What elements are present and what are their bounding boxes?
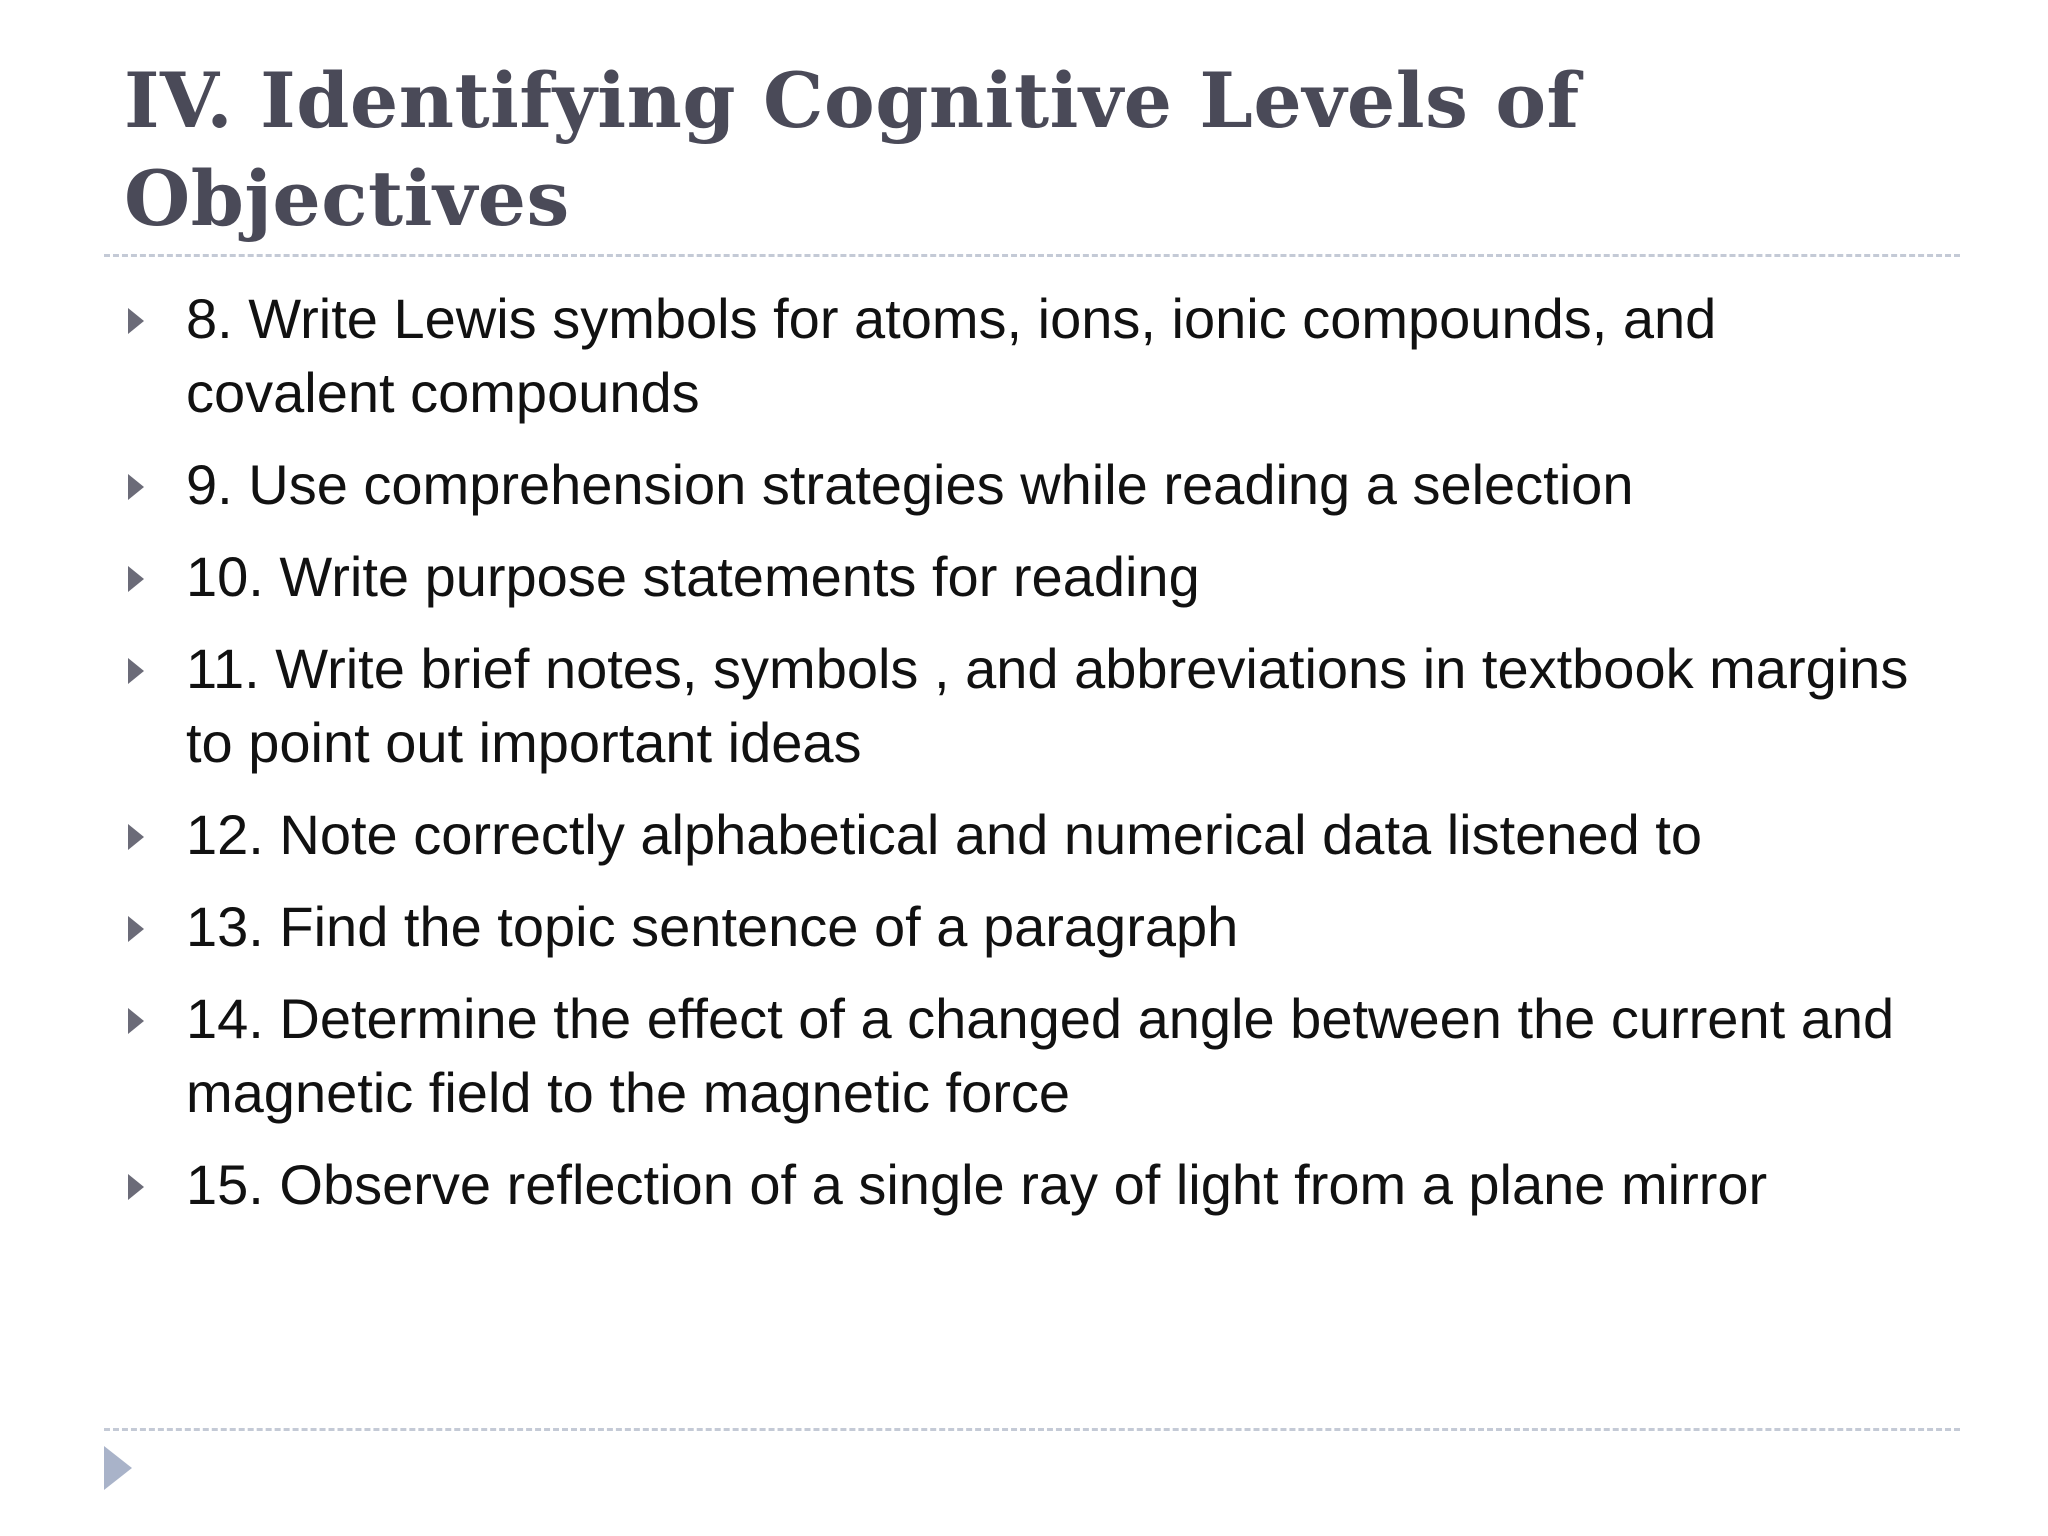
list-item [124,540,1924,614]
triangle-bullet-icon [128,308,144,334]
triangle-bullet-icon [128,474,144,500]
title-divider [104,254,1960,257]
list-item [124,982,1924,1130]
bullet-text: 14. Determine the effect of a changed angle between the current and magnetic field to the magnetic force [186,987,1895,1124]
list-item [124,890,1924,964]
list-item [124,282,1924,430]
footer-divider [104,1428,1960,1431]
list-item [124,448,1924,522]
triangle-logo-icon [104,1446,132,1490]
slide-title: IV. Identifying Cognitive Levels of Objectives [124,56,1580,243]
bullet-text: 8. Write Lewis symbols for atoms, ions, ionic compounds, and covalent compounds [186,287,1717,424]
bullet-text: 11. Write brief notes, symbols , and abbreviations in textbook margins to point out important ideas [186,637,1909,774]
bullet-text: 9. Use comprehension strategies while reading a selection [186,453,1634,516]
bullet-text: 15. Observe reflection of a single ray of light from a plane mirror [186,1153,1768,1216]
triangle-bullet-icon [128,1174,144,1200]
triangle-bullet-icon [128,1008,144,1034]
triangle-bullet-icon [128,658,144,684]
bullet-text: 10. Write purpose statements for reading [186,545,1200,608]
bullet-text: 13. Find the topic sentence of a paragraph [186,895,1239,958]
list-item [124,632,1924,780]
bullet-text: 12. Note correctly alphabetical and numerical data listened to [186,803,1702,866]
list-item [124,1148,1924,1222]
bullet-list [124,282,1924,1240]
triangle-bullet-icon [128,566,144,592]
triangle-bullet-icon [128,916,144,942]
triangle-bullet-icon [128,824,144,850]
list-item [124,798,1924,872]
